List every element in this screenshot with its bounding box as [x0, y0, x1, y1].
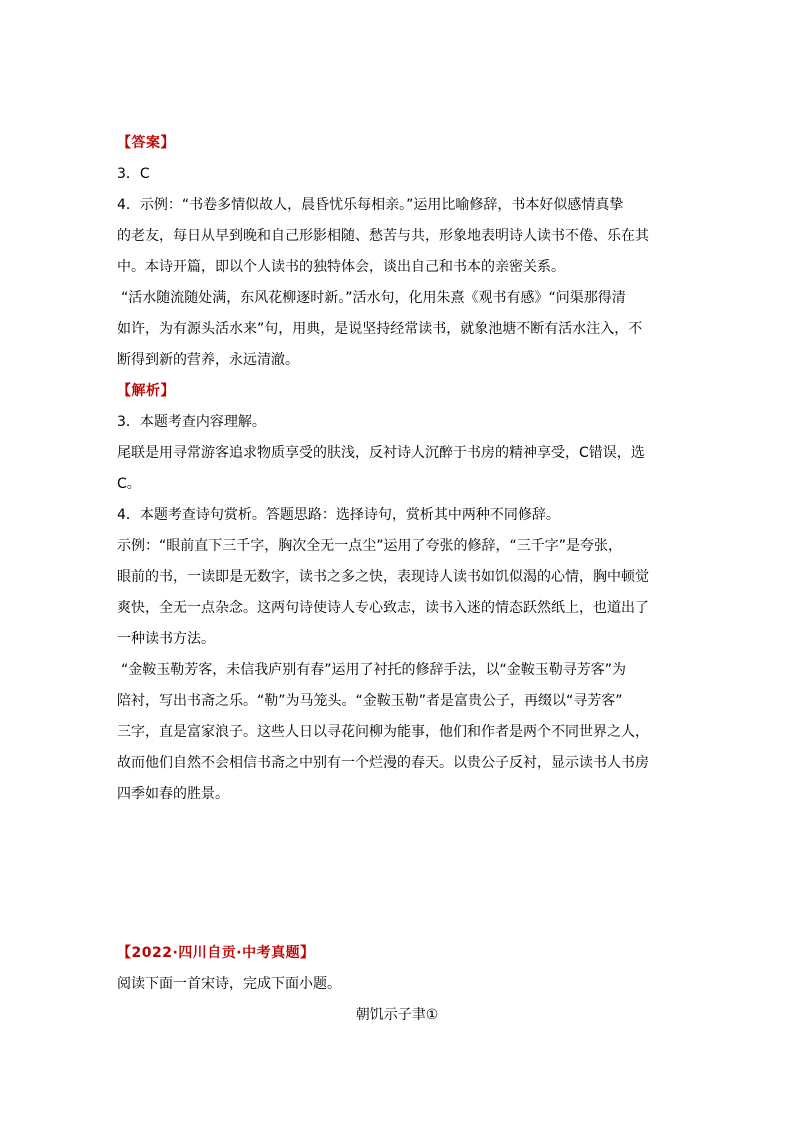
answer-line-3: 的老友，每日从早到晚和自己形影相随、愁苦与共，形象地表明诗人读书不倦、乐在其 — [117, 228, 649, 244]
answer-heading: 【答案】 — [117, 135, 175, 151]
answer-line-1: 3．C — [117, 166, 150, 182]
analysis-line-2: 尾联是用寻常游客追求物质享受的肤浅，反衬诗人沉醉于书房的精神享受，C错误，选 — [117, 445, 645, 461]
analysis-line-12: 故而他们自然不会相信书斋之中别有一个烂漫的春天。以贵公子反衬，显示读书人书房 — [117, 755, 649, 771]
answer-line-5: “活水随流随处满，东风花柳逐时新。”活水句，化用朱熹《观书有感》“问渠那得清 — [121, 290, 626, 306]
analysis-line-1: 3．本题考查内容理解。 — [117, 414, 266, 430]
analysis-line-7: 爽快，全无一点杂念。这两句诗使诗人专心致志，读书入迷的情态跃然纸上，也道出了 — [117, 600, 649, 616]
poem-title: 朝饥示子聿① — [355, 1007, 439, 1023]
analysis-section — [117, 376, 677, 810]
answer-line-2: 4．示例：“书卷多情似故人，晨昏忧乐每相亲。”运用比喻修辞，书本好似感情真挚 — [117, 197, 624, 213]
question-instruction: 阅读下面一首宋诗，完成下面小题。 — [117, 976, 341, 992]
analysis-line-8: 一种读书方法。 — [117, 631, 215, 647]
analysis-heading: 【解析】 — [117, 383, 175, 399]
answer-line-4: 中。本诗开篇，即以个人读书的独特体会，谈出自己和书本的亲密关系。 — [117, 259, 565, 275]
next-question-section — [117, 938, 677, 1000]
answer-section — [117, 128, 677, 376]
analysis-line-13: 四季如春的胜景。 — [117, 786, 229, 802]
analysis-line-3: C。 — [117, 476, 141, 492]
answer-line-6: 如许，为有源头活水来”句，用典，是说坚持经常读书，就象池塘不断有活水注入，不 — [117, 321, 643, 337]
analysis-line-11: 三字，直是富家浪子。这些人日以寻花问柳为能事，他们和作者是两个不同世界之人， — [117, 724, 649, 740]
analysis-line-9: “金鞍玉勒芳客，未信我庐别有春”运用了衬托的修辞手法，以“金鞍玉勒寻芳客”为 — [121, 662, 627, 678]
question-source: 【2022·四川自贡·中考真题】 — [117, 945, 315, 961]
analysis-line-6: 眼前的书，一读即是无数字，读书之多之快，表现诗人读书如饥似渴的心情，胸中顿觉 — [117, 569, 649, 585]
analysis-line-10: 陪衬，写出书斋之乐。“勒”为马笼头。“金鞍玉勒”者是富贵公子，再缀以“寻芳客” — [117, 693, 623, 709]
analysis-line-4: 4．本题考查诗句赏析。答题思路：选择诗句，赏析其中两种不同修辞。 — [117, 507, 560, 523]
answer-line-7: 断得到新的营养，永远清澈。 — [117, 352, 299, 368]
analysis-line-5: 示例：“眼前直下三千字，胸次全无一点尘”运用了夸张的修辞，“三千字”是夸张， — [117, 538, 623, 554]
